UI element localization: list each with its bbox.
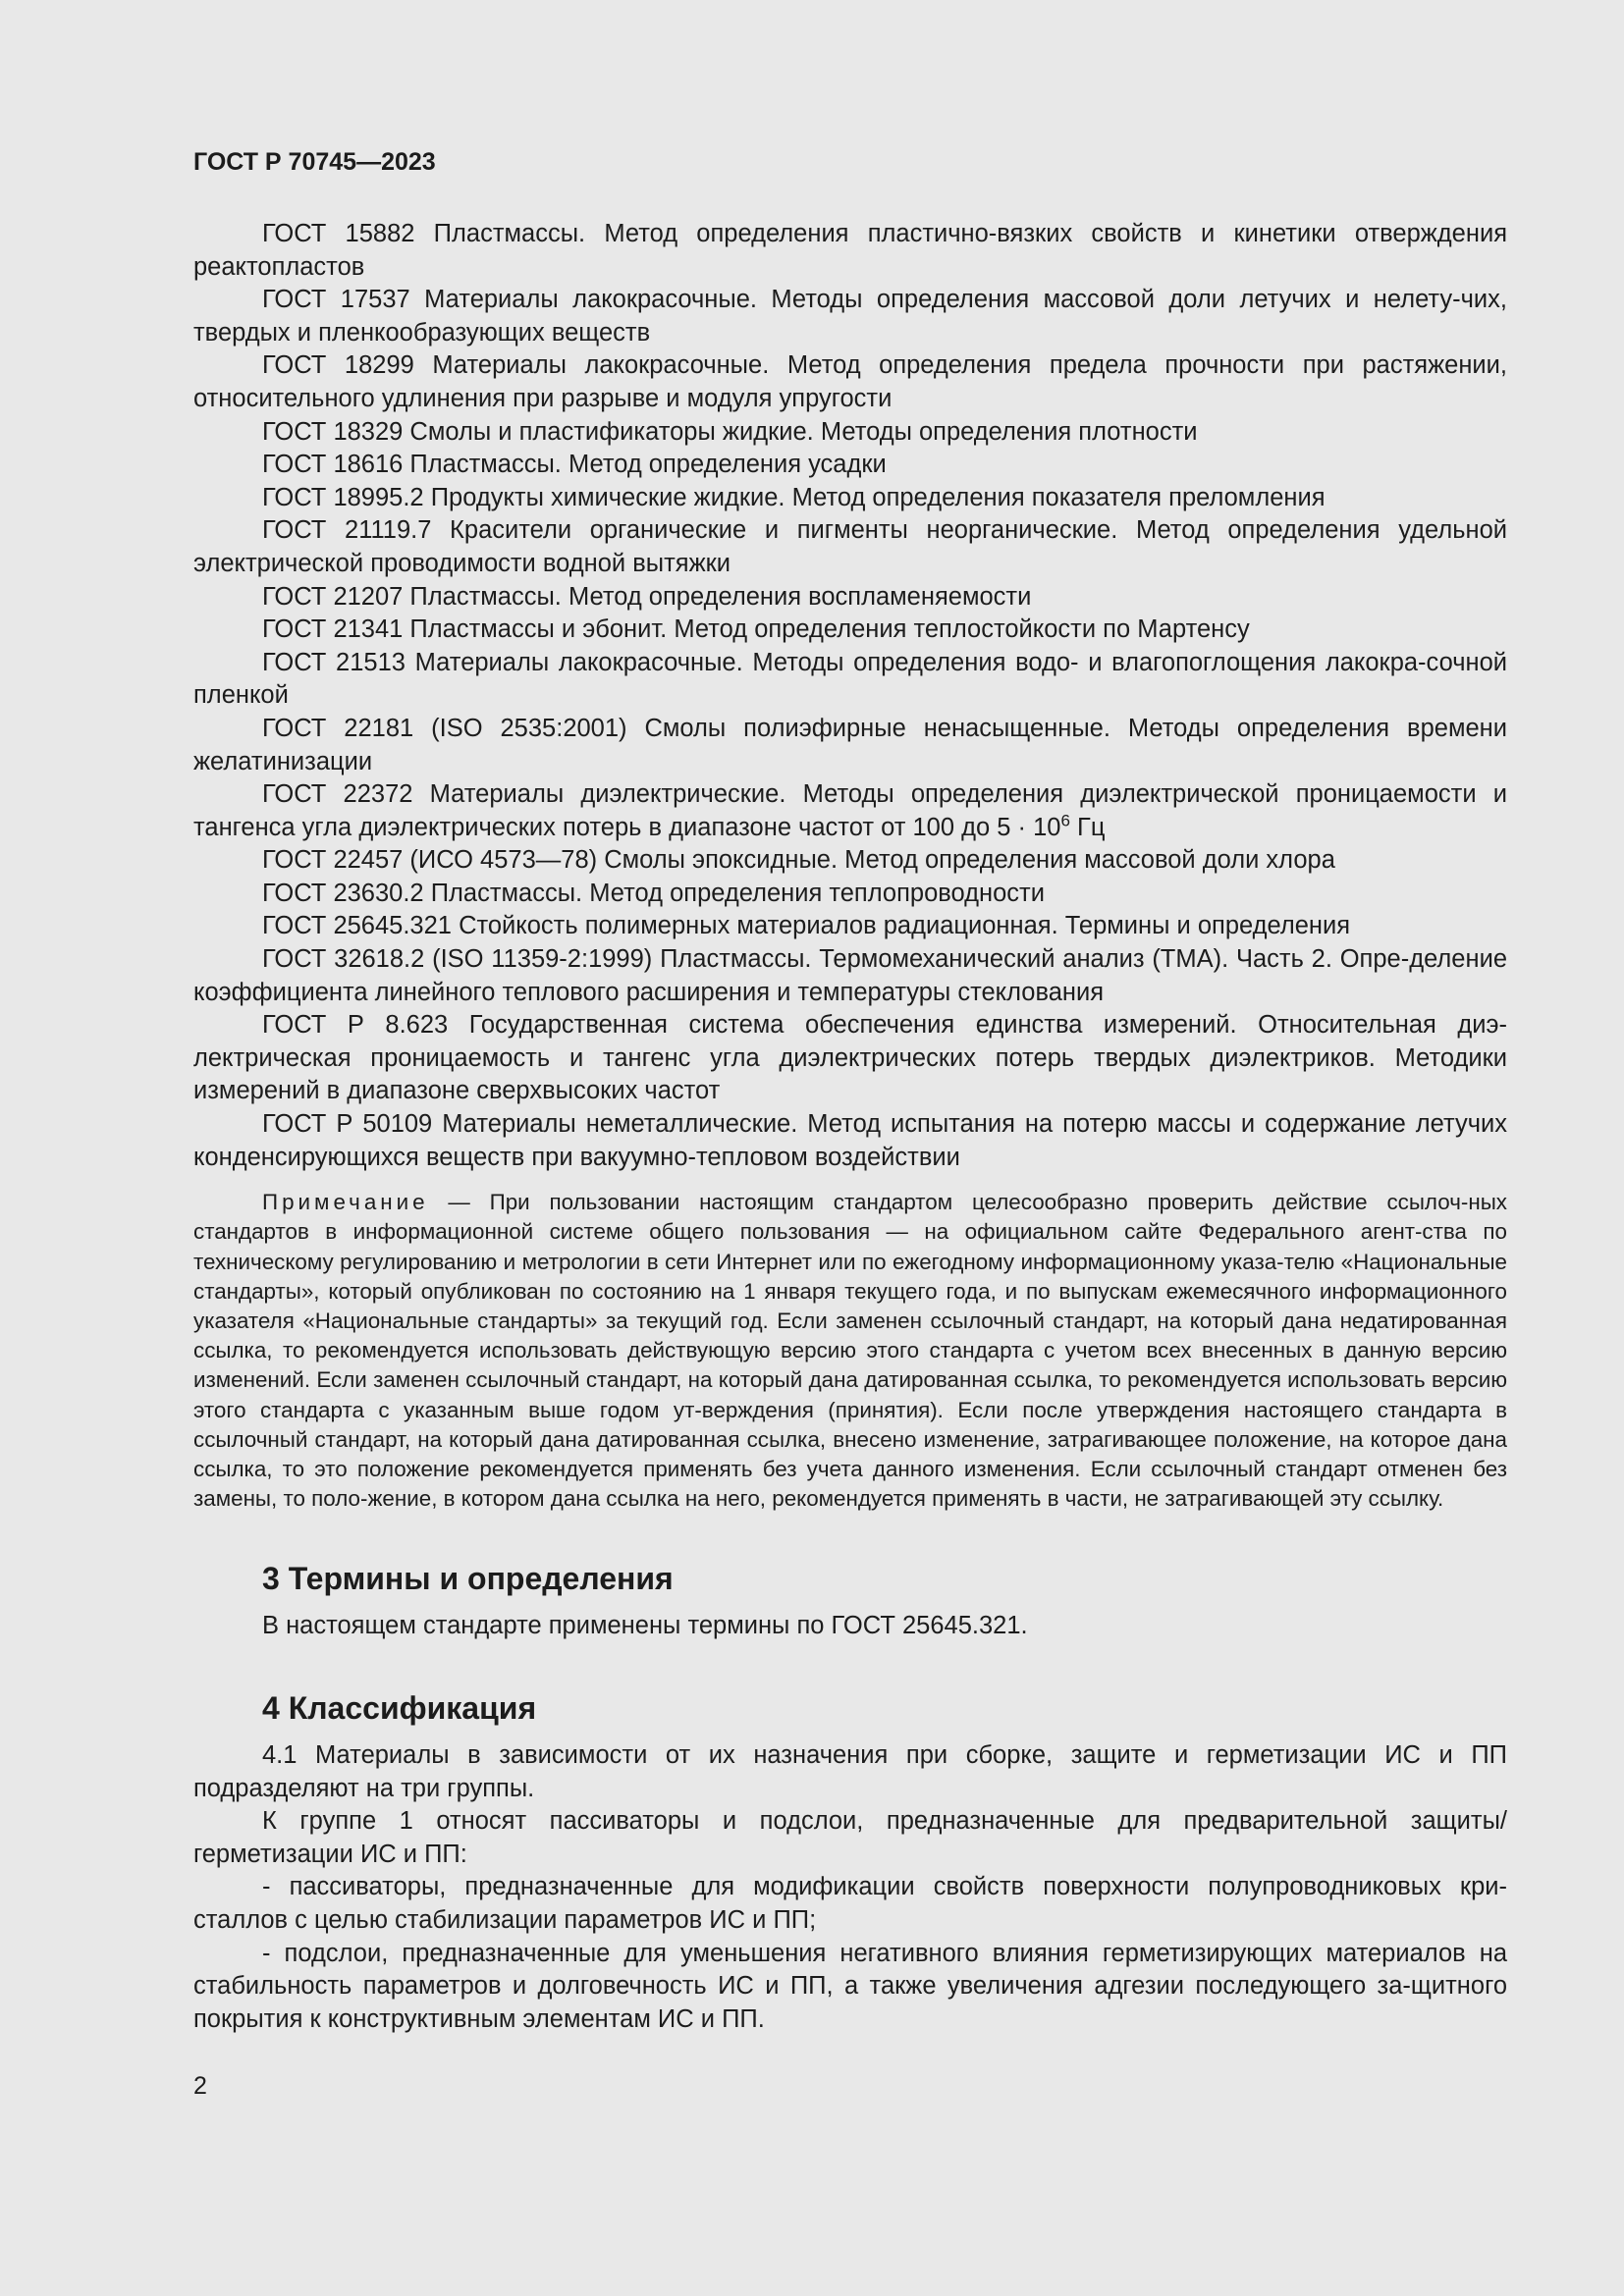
reference-item-gost-22372 <box>193 778 1507 844</box>
section-4-paragraph: - пассиваторы, предназначенные для модификации свойств поверхности полупроводниковых кри-сталлов с целью стабилизации параметров ИС и ПП; <box>193 1873 1507 1935</box>
reference-item: ГОСТ 22181 (ISO 2535:2001) Смолы полиэфирные ненасыщенные. Методы определения времени желатинизации <box>193 714 1507 775</box>
section-3-paragraph: В настоящем стандарте применены термины по ГОСТ 25645.321. <box>262 1612 1028 1640</box>
reference-item: ГОСТ 25645.321 Стойкость полимерных материалов радиационная. Термины и определения <box>262 912 1351 940</box>
reference-item: ГОСТ 18299 Материалы лакокрасочные. Метод определения предела прочности при растяжении, относительного удлинения при разрыве и модуля упругости <box>193 351 1507 412</box>
references-note <box>193 1188 1507 1514</box>
reference-item: ГОСТ 22457 (ИСО 4573—78) Смолы эпоксидные. Метод определения массовой доли хлора <box>262 846 1335 875</box>
section-4-paragraph: 4.1 Материалы в зависимости от их назначения при сборке, защите и герметизации ИС и ПП подразделяют на три группы. <box>193 1741 1507 1802</box>
reference-item: ГОСТ 23630.2 Пластмассы. Метод определения теплопроводности <box>262 879 1045 907</box>
section-4-title: 4 Классификация <box>262 1690 537 1727</box>
reference-item: ГОСТ 21119.7 Красители органические и пигменты неорганические. Метод определения удельной электрической проводимости водной вытяжки <box>193 516 1507 577</box>
note-text: — При пользовании настоящим стандартом целесообразно проверить действие ссылоч-ных стандартов в информационной системе общего пользования — на официальном сайте Федерального агент-ства по техническому регулированию и метрологии в сети Интернет или по ежегодному информационному указа-телю «Национальные стандарты», который опубликован по состоянию на 1 января текущего года, и по выпускам ежемесячного информационного указателя «Национальные стандарты» за текущий год. Если заменен ссылочный стандарт, на который дана недатированная ссылка, то рекомендуется использовать действующую версию этого стандарта с учетом всех внесенных в данную версию изменений. Если заменен ссылочный стандарт, на который дана датированная ссылка, то рекомендуется использовать версию этого стандарта с указанным выше годом ут-верждения (принятия). Если после утверждения настоящего стандарта в ссылочный стандарт, на который дана датированная ссылка, внесено изменение, затрагивающее положение, на которое дана ссылка, то это положение рекомендуется применять без учета данного изменения. Если ссылочный стандарт отменен без замены, то поло-жение, в котором дана ссылка на него, рекомендуется применять в части, не затрагивающей эту ссылку. <box>193 1190 1507 1512</box>
section-3-title: 3 Термины и определения <box>262 1561 674 1597</box>
page-number: 2 <box>193 2072 207 2100</box>
reference-item: ГОСТ 18995.2 Продукты химические жидкие. Метод определения показателя преломления <box>262 483 1326 511</box>
reference-item: ГОСТ 17537 Материалы лакокрасочные. Методы определения массовой доли летучих и нелету-чих, твердых и пленкообразующих веществ <box>193 286 1507 347</box>
section-3-body <box>193 1610 1507 1643</box>
normative-references-list <box>193 218 1507 1174</box>
reference-item: ГОСТ Р 8.623 Государственная система обеспечения единства измерений. Относительная диэ-лектрическая проницаемость и тангенс угла диэлектрических потерь твердых диэлектриков. Методики измерений в диапазоне сверхвысоких частот <box>193 1011 1507 1105</box>
reference-item: ГОСТ 21513 Материалы лакокрасочные. Методы определения водо- и влагопоглощения лакокра-сочной пленкой <box>193 648 1507 710</box>
reference-text: ГОСТ 22372 Материалы диэлектрические. Методы определения диэлектрической проницаемости и тангенса угла диэлектрических потерь в диапазоне частот от 100 до 5 · 10 <box>193 780 1507 841</box>
document-header: ГОСТ Р 70745—2023 <box>193 148 436 176</box>
section-4-paragraph: - подслои, предназначенные для уменьшения негативного влияния герметизирующих материалов на стабильность параметров и долговечность ИС и ПП, а также увеличения адгезии последующего за-щитного покрытия к конструктивным элементам ИС и ПП. <box>193 1939 1507 2033</box>
reference-item: ГОСТ 21207 Пластмассы. Метод определения воспламеняемости <box>262 582 1032 611</box>
frequency-unit: Гц <box>1069 813 1106 841</box>
reference-item: ГОСТ 21341 Пластмассы и эбонит. Метод определения теплостойкости по Мартенсу <box>262 615 1250 644</box>
reference-item: ГОСТ Р 50109 Материалы неметаллические. Метод испытания на потерю массы и содержание летучих конденсирующихся веществ при вакуумно-тепловом воздействии <box>193 1110 1507 1171</box>
reference-item: ГОСТ 15882 Пластмассы. Метод определения пластично-вязких свойств и кинетики отверждения реактопластов <box>193 220 1507 281</box>
frequency-exponent: 6 <box>1060 811 1070 830</box>
page-content <box>193 147 1507 2036</box>
reference-item: ГОСТ 32618.2 (ISO 11359-2:1999) Пластмассы. Термомеханический анализ (ТМА). Часть 2. Опре-деление коэффициента линейного теплового расширения и температуры стеклования <box>193 945 1507 1006</box>
section-4-paragraph: К группе 1 относят пассиваторы и подслои, предназначенные для предварительной защиты/ герметизации ИС и ПП: <box>193 1807 1507 1868</box>
section-4-body <box>193 1739 1507 2036</box>
note-label: Примечание <box>262 1190 429 1215</box>
reference-item: ГОСТ 18616 Пластмассы. Метод определения усадки <box>262 451 887 479</box>
reference-item: ГОСТ 18329 Смолы и пластификаторы жидкие. Методы определения плотности <box>262 417 1198 446</box>
